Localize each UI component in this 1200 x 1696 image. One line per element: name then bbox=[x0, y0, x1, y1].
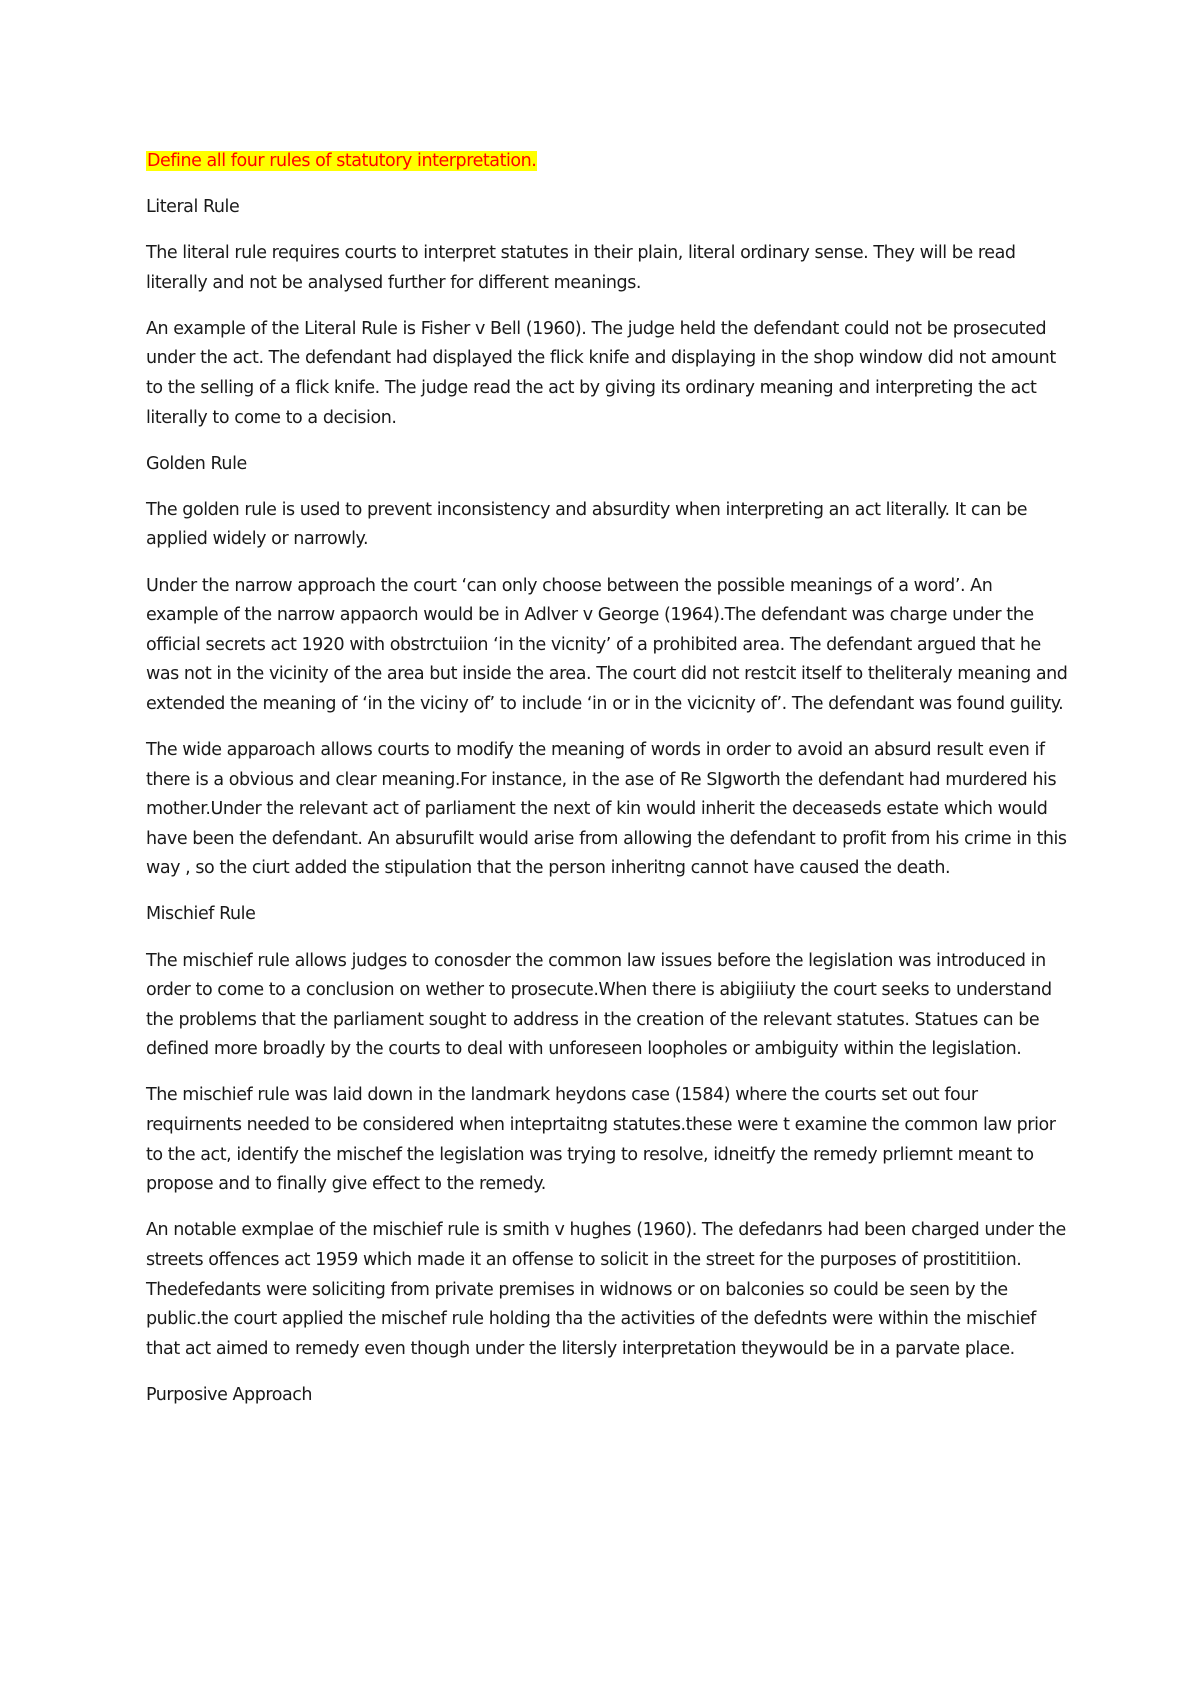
paragraph: The golden rule is used to prevent inconsistency and absurdity when interpreting an act literally. It can be applied widely or narrowly. bbox=[146, 499, 1028, 550]
paragraph: The mischief rule was laid down in the landmark heydons case (1584) where the courts set out four requirnents needed to be considered when inteprtaitng statutes.these were t examine the common law prior to the act, identify the mischef the legislation was trying to resolve, idneitfy the remedy prliemnt meant to propose and to finally give effect to the remedy. bbox=[146, 1085, 1056, 1195]
paragraph: An example of the Literal Rule is Fisher v Bell (1960). The judge held the defendant could not be prosecuted under the act. The defendant had displayed the flick knife and displaying in the shop window did not amount to the selling of a flick knife. The judge read the act by giving its ordinary meaning and interpreting the act literally to come to a decision. bbox=[146, 318, 1056, 428]
paragraph: The mischief rule allows judges to conosder the common law issues before the legislation was introduced in order to come to a conclusion on wether to prosecute.When there is abigiiiuty the court seeks to understand the problems that the parliament sought to address in the creation of the relevant statutes. Statues can be defined more broadly by the courts to deal with unforeseen loopholes or ambiguity within the legislation. bbox=[146, 950, 1052, 1060]
paragraph: The literal rule requires courts to interpret statutes in their plain, literal ordinary sense. They will be read literally and not be analysed further for different meanings. bbox=[146, 243, 1016, 293]
section-heading-literal-rule: Literal Rule bbox=[146, 197, 240, 218]
paragraph: An notable exmplae of the mischief rule is smith v hughes (1960). The defedanrs had been charged under the streets offences act 1959 which made it an offense to solicit in the street for the purposes of prostititiion. Thedefedants were soliciting from private premises in widnows or on balconies so could be seen by the public.the court applied the mischef rule holding tha the activities of the defednts were within the mischief that act aimed to remedy even though under the litersly interpretation theywould be in a parvate place. bbox=[146, 1220, 1066, 1359]
question-heading bbox=[146, 147, 1068, 177]
paragraph: The wide apparoach allows courts to modify the meaning of words in order to avoid an absurd result even if there is a obvious and clear meaning.For instance, in the ase of Re SIgworth the defendant had murdered his mother.Under the relevant act of parliament the next of kin would inherit the deceaseds estate which would have been the defendant. An absurufilt would arise from allowing the defendant to profit from his crime in this way , so the ciurt added the stipulation that the person inheritng cannot have caused the death. bbox=[146, 740, 1067, 879]
section-heading-purposive-approach: Purposive Approach bbox=[146, 1384, 313, 1405]
section-heading-mischief-rule: Mischief Rule bbox=[146, 904, 256, 925]
document-body bbox=[146, 147, 1068, 1427]
highlighted-question: Define all four rules of statutory interpretation. bbox=[147, 151, 537, 171]
paragraph: Under the narrow approach the court ‘can only choose between the possible meanings of a word’. An example of the narrow appaorch would be in Adlver v George (1964).The defendant was charge under the official secrets act 1920 with obstrctuiion ‘in the vicnity’ of a prohibited area. The defendant argued that he was not in the vicinity of the area but inside the area. The court did not restcit itself to theliteraly meaning and extended the meaning of ‘in the viciny of’ to include ‘in or in the vicicnity of’. The defendant was found guility. bbox=[146, 575, 1068, 714]
section-heading-golden-rule: Golden Rule bbox=[146, 453, 247, 474]
